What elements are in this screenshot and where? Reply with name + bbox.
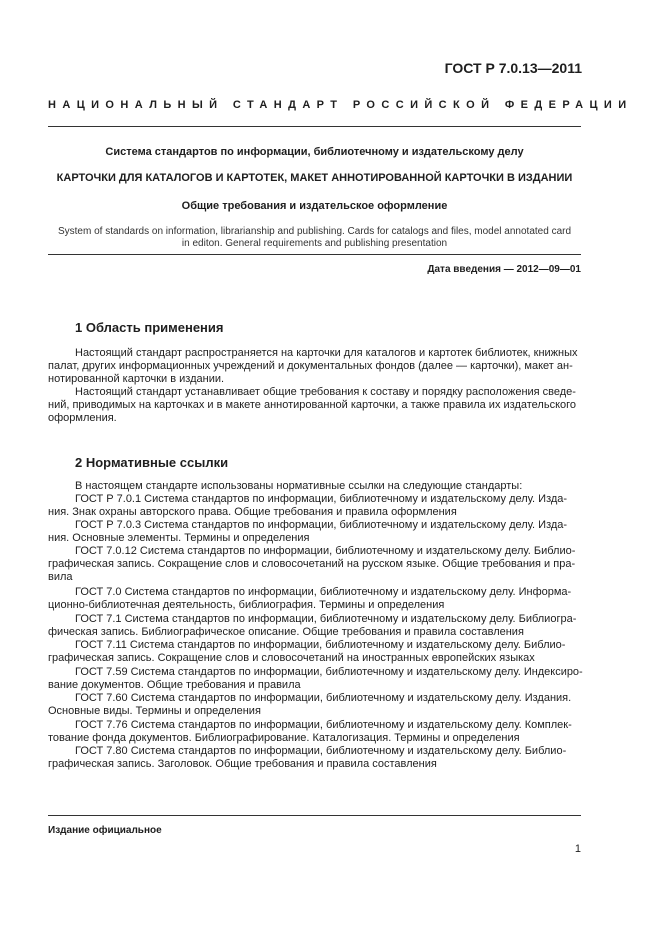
reference-line: ния. Знак охраны авторского права. Общие требования и правила оформления [48,506,457,518]
reference-line: ГОСТ 7.0 Система стандартов по информации, библиотечному и издательскому делу. Информа- [75,586,572,598]
reference-line: вание документов. Общие требования и правила [48,679,301,691]
reference-line: ния. Основные элементы. Термины и определения [48,532,310,544]
official-edition-label: Издание официальное [48,825,162,836]
reference-line: ГОСТ 7.60 Система стандартов по информации, библиотечному и издательскому делу. Издания. [75,692,572,704]
reference-line: тование фонда документов. Библиографирование. Каталогизация. Термины и определения [48,732,520,744]
reference-line: ГОСТ Р 7.0.1 Система стандартов по информации, библиотечному и издательскому делу. Изда- [75,493,568,505]
paragraph-line: нотированной карточки в издании. [48,373,225,385]
document-title: КАРТОЧКИ ДЛЯ КАТАЛОГОВ И КАРТОТЕК, МАКЕТ АННОТИРОВАННОЙ КАРТОЧКИ В ИЗДАНИИ [56,172,573,184]
reference-line: ГОСТ 7.1 Система стандартов по информации, библиотечному и издательскому делу. Библиогра- [75,613,577,625]
footer-rule [48,815,581,816]
standards-series: Система стандартов по информации, библиотечному и издательскому делу [105,146,524,158]
document-subtitle: Общие требования и издательское оформление [181,200,448,212]
paragraph-line: ний, приводимых на карточках и в макете аннотированной карточки, а также правила их издательского [48,399,577,411]
reference-line: ГОСТ 7.0.12 Система стандартов по информации, библиотечному и издательскому делу. Библио- [75,545,576,557]
reference-line: графическая запись. Заголовок. Общие требования и правила составления [48,758,437,770]
reference-line: ционно-библиотечная деятельность, библиография. Термины и определения [48,599,445,611]
reference-line: ГОСТ 7.59 Система стандартов по информации, библиотечному и издательскому делу. Индексиро- [75,666,583,678]
reference-line: ГОСТ 7.11 Система стандартов по информации, библиотечному и издательскому делу. Библио- [75,639,566,651]
paragraph-line: В настоящем стандарте использованы нормативные ссылки на следующие стандарты: [75,480,523,492]
reference-line: ГОСТ 7.76 Система стандартов по информации, библиотечному и издательскому делу. Комплек- [75,719,572,731]
reference-line: графическая запись. Сокращение слов и словосочетаний на русском языке. Общие требования и пра- [48,558,576,570]
introduction-date: Дата введения — 2012—09—01 [427,264,581,275]
section-heading: 2 Нормативные ссылки [75,455,229,470]
reference-line: Основные виды. Термины и определения [48,705,261,717]
document-code: ГОСТ Р 7.0.13—2011 [444,60,582,76]
english-title-line: System of standards on information, librarianship and publishing. Cards for catalogs and files, model annotated card [57,226,572,237]
header-rule [48,126,581,127]
national-standard-title: НАЦИОНАЛЬНЫЙ СТАНДАРТ РОССИЙСКОЙ ФЕДЕРАЦИИ [48,99,633,111]
english-title-line: in editon. General requirements and publishing presentation [181,238,448,249]
title-rule [48,254,581,255]
reference-line: графическая запись. Сокращение слов и словосочетаний на иностранных европейских языках [48,652,535,664]
paragraph-line: Настоящий стандарт устанавливает общие требования к составу и порядку расположения сведе- [75,386,576,398]
paragraph-line: палат, других информационных учреждений и документальных фондов (далее — карточки), макет ан- [48,360,573,372]
paragraph-line: оформления. [48,412,117,424]
reference-line: ГОСТ 7.80 Система стандартов по информации, библиотечному и издательскому делу. Библио- [75,745,567,757]
page-number: 1 [574,843,581,855]
section-heading: 1 Область применения [75,320,224,335]
reference-line: фическая запись. Библиографическое описание. Общие требования и правила составления [48,626,524,638]
reference-line: вила [48,571,73,583]
paragraph-line: Настоящий стандарт распространяется на карточки для каталогов и картотек библиотек, книжных [75,347,578,359]
reference-line: ГОСТ Р 7.0.3 Система стандартов по информации, библиотечному и издательскому делу. Изда- [75,519,568,531]
